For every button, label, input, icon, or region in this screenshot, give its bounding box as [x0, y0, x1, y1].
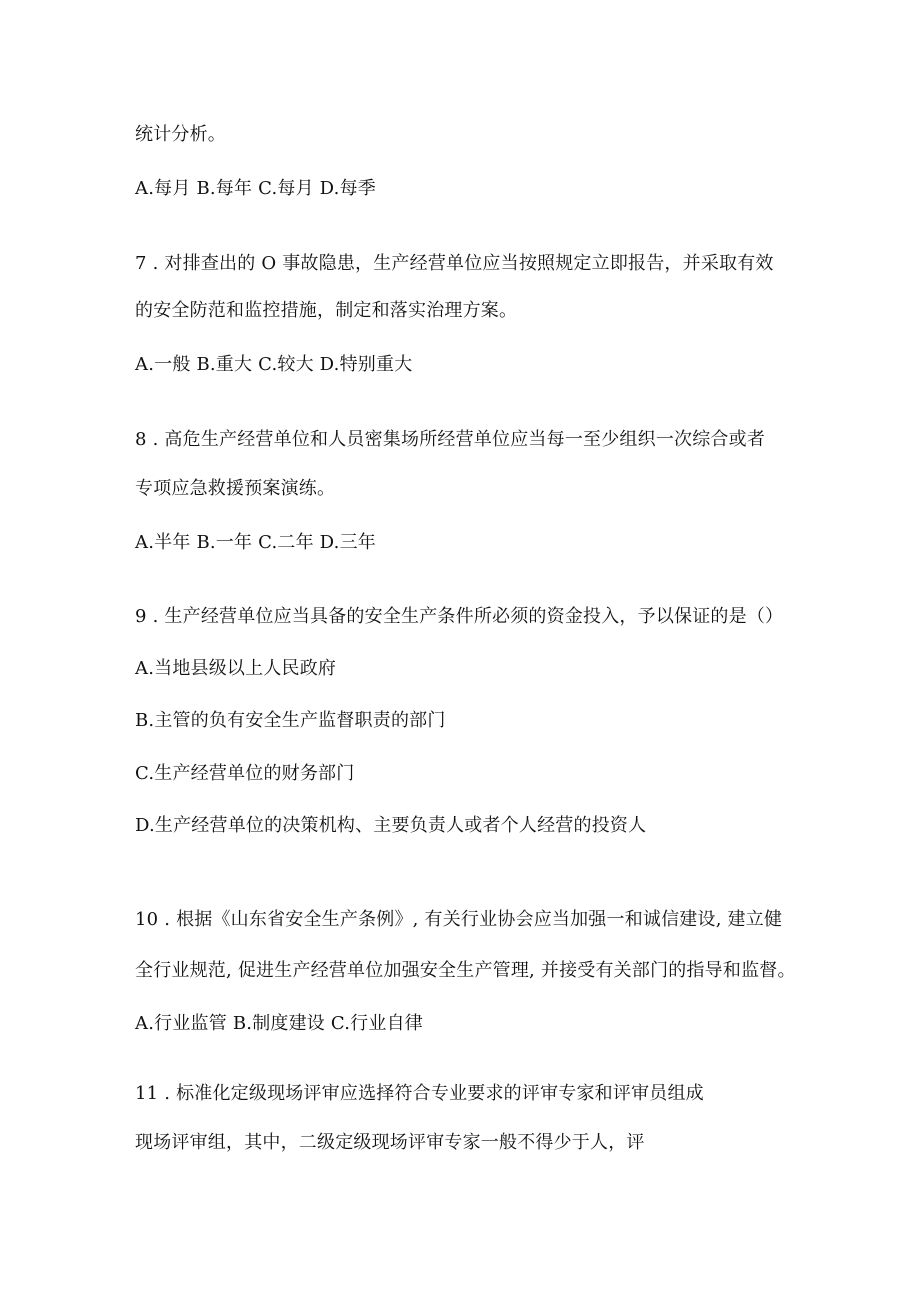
answer-options: A.一般 B.重大 C.较大 D.特别重大 [135, 354, 413, 375]
answer-option: B.主管的负有安全生产监督职责的部门 [135, 710, 446, 731]
question-text: 专项应急救援预案演练。 [135, 478, 336, 499]
answer-option: C.生产经营单位的财务部门 [135, 763, 355, 784]
answer-options: A.半年 B.一年 C.二年 D.三年 [135, 532, 376, 553]
question-text: 全行业规范, 促进生产经营单位加强安全生产管理, 并接受有关部门的指导和监督。 [135, 960, 796, 981]
answer-options: A.行业监管 B.制度建设 C.行业自律 [135, 1013, 423, 1034]
answer-options: A.每月 B.每年 C.每月 D.每季 [135, 178, 376, 199]
question-text: 11 . 标准化定级现场评审应选择符合专业要求的评审专家和评审员组成 [135, 1083, 704, 1104]
text-line: 统计分析。 [135, 124, 226, 145]
answer-option: A.当地县级以上人民政府 [135, 658, 337, 679]
question-text: 10 . 根据《山东省安全生产条例》, 有关行业协会应当加强一和诚信建设, 建立健 [135, 909, 783, 930]
question-text: 的安全防范和监控措施，制定和落实治理方案。 [135, 300, 518, 321]
question-text: 9 . 生产经营单位应当具备的安全生产条件所必须的资金投入，予以保证的是（） [135, 606, 784, 627]
question-text: 8 . 高危生产经营单位和人员密集场所经营单位应当每一至少组织一次综合或者 [135, 429, 766, 450]
question-text: 现场评审组，其中，二级定级现场评审专家一般不得少于人，评 [135, 1132, 645, 1153]
question-text: 7 . 对排查出的 O 事故隐患，生产经营单位应当按照规定立即报告，并采取有效 [135, 253, 774, 274]
answer-option: D.生产经营单位的决策机构、主要负责人或者个人经营的投资人 [135, 815, 647, 836]
